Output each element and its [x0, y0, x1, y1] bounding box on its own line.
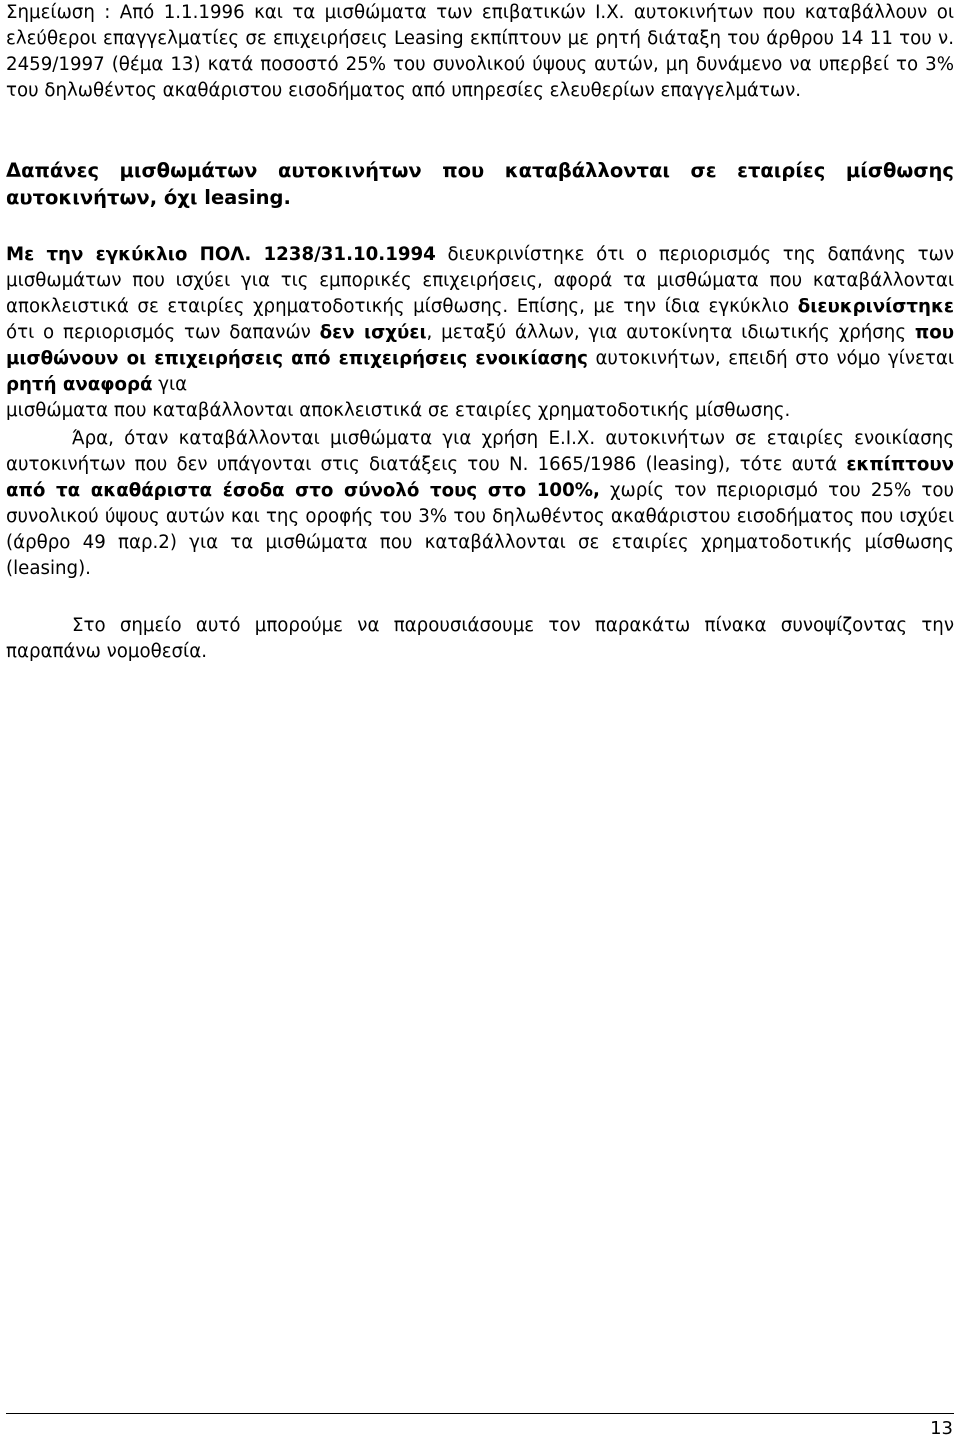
- text-run: , μεταξύ άλλων, για αυτοκίνητα ιδιωτικής χρήσης: [426, 322, 915, 343]
- bold-run: δεν ισχύει: [319, 322, 427, 343]
- paragraph-conclusion: [6, 426, 954, 582]
- bold-run: που μισθώνουν οι επιχειρήσεις από επιχειρήσεις ενοικίασης: [6, 322, 954, 369]
- bold-run: εκπίπτουν από τα ακαθάριστα έσοδα στο σύνολό τους στο 100%,: [6, 454, 954, 501]
- text-line: μισθώματα που καταβάλλονται αποκλειστικά σε εταιρίες χρηματοδοτικής μίσθωσης.: [6, 400, 791, 421]
- footer-divider: [6, 1413, 954, 1414]
- bold-run: διευκρινίστηκε: [797, 296, 954, 317]
- text-run: διευκρινίστηκε ότι ο περιορισμός της δαπάνης των μισθωμάτων που ισχύει για τις εμπορικές επιχειρήσεις, αφορά τα μισθώματα που καταβάλλονται αποκλειστικά σε εταιρίες χρηματοδοτικής μίσθωσης. Επίσης, με την ίδια εγκύκλιο: [6, 244, 954, 317]
- text-run: για: [152, 374, 188, 395]
- page-number: 13: [930, 1418, 953, 1439]
- text-run: Άρα, όταν καταβάλλονται μισθώματα για χρήση Ε.Ι.Χ. αυτοκινήτων σε εταιρίες ενοικίασης αυτοκινήτων που δεν υπάγονται στις διατάξεις του Ν. 1665/1986 (leasing), τότε αυτά: [6, 428, 954, 475]
- paragraph-table-intro: Στο σημείο αυτό μπορούμε να παρουσιάσουμε τον παρακάτω πίνακα συνοψίζοντας την παραπάνω νομοθεσία.: [6, 615, 954, 662]
- text-run: χωρίς τον περιορισμό του 25% του συνολικού ύψους αυτών και της οροφής του 3% του δηλωθέντος ακαθάριστου εισοδήματος που ισχύει (άρθρο 49 παρ.2) για τα μισθώματα που καταβάλλονται σε εταιρίες χρηματοδοτικής μίσθωσης (leasing).: [6, 480, 954, 579]
- text-run: αυτοκινήτων, επειδή στο νόμο γίνεται: [587, 348, 954, 369]
- circular-reference: Με την εγκύκλιο ΠΟΛ. 1238/31.10.1994: [6, 244, 436, 265]
- text-run: ότι ο περιορισμός των δαπανών: [6, 322, 320, 343]
- bold-run: ρητή αναφορά: [6, 374, 153, 395]
- section-heading: Δαπάνες μισθωμάτων αυτοκινήτων που καταβάλλονται σε εταιρίες μίσθωσης αυτοκινήτων, όχι leasing.: [6, 159, 954, 209]
- paragraph-circular: [6, 242, 954, 424]
- note-paragraph: Σημείωση : Από 1.1.1996 και τα μισθώματα των επιβατικών Ι.Χ. αυτοκινήτων που καταβάλλουν οι ελεύθεροι επαγγελματίες σε επιχειρήσεις Leasing εκπίπτουν με ρητή διάταξη του άρθρου 14 11 του ν. 2459/1997 (θέμα 13) κατά ποσοστό 25% του συνολικού ύψους αυτών, μη δυνάμενο να υπερβεί το 3% του δηλωθέντος ακαθάριστου εισοδήματος από υπηρεσίες ελευθερίων επαγγελμάτων.: [6, 2, 954, 101]
